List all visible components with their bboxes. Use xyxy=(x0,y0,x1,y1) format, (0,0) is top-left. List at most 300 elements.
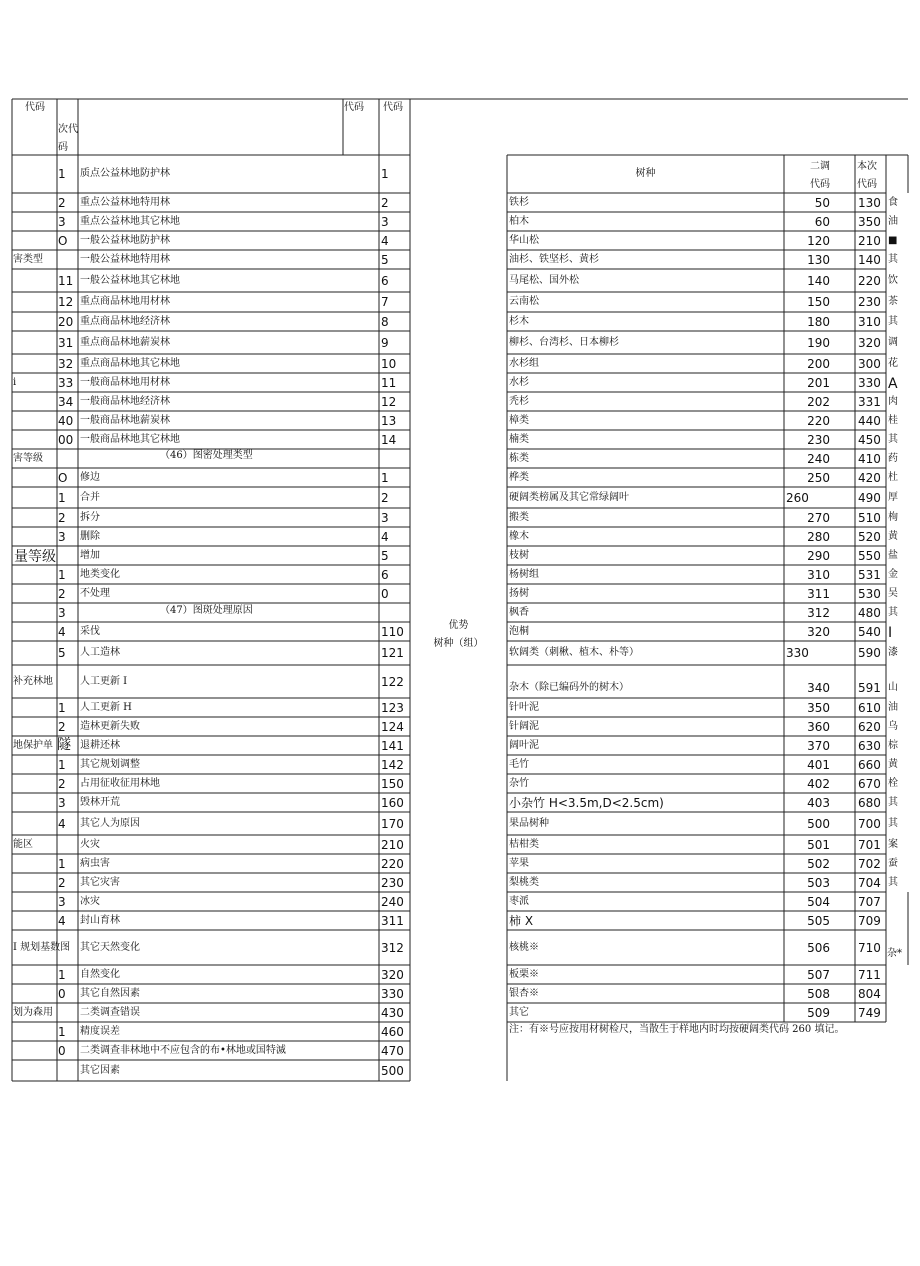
row-code: 3 xyxy=(381,511,389,525)
old-code: 402 xyxy=(807,777,830,791)
row-sub-code: 1 xyxy=(58,1025,66,1039)
edge-text: 其 xyxy=(888,434,898,445)
row-code: 160 xyxy=(381,796,404,810)
new-code: 540 xyxy=(858,625,881,639)
row-code: 6 xyxy=(381,274,389,288)
row-category: 能区 xyxy=(13,839,33,850)
row-name: 不处理 xyxy=(80,588,110,599)
row-code: 470 xyxy=(381,1044,404,1058)
row-sub-code: 33 xyxy=(58,376,74,390)
old-code: 50 xyxy=(814,196,830,210)
edge-text: 药 xyxy=(888,453,898,464)
row-name: 合并 xyxy=(80,492,100,503)
row-name: 毁林开荒 xyxy=(80,797,120,808)
row-name: 地类变化 xyxy=(80,569,120,580)
row-code: 13 xyxy=(381,414,397,428)
row-name: 重点商品林地薪炭林 xyxy=(80,337,170,348)
species-header: 树种 xyxy=(635,168,656,179)
old-code: 500 xyxy=(807,817,830,831)
species-name: 枫香 xyxy=(509,607,529,618)
row-name: 质点公益林地防护林 xyxy=(80,168,170,179)
row-code: 170 xyxy=(381,817,404,831)
row-sub-code: 40 xyxy=(58,414,74,428)
species-name: 油杉、铁坚杉、黄杉 xyxy=(509,254,599,265)
new-code: 300 xyxy=(858,357,881,371)
row-name: 一般公益林地特用林 xyxy=(80,254,170,265)
species-name: 搬类 xyxy=(509,512,529,523)
new-code: 310 xyxy=(858,315,881,329)
row-sub-code: 3 xyxy=(58,215,66,229)
row-code: 110 xyxy=(381,625,404,639)
species-name: 橡木 xyxy=(509,531,529,542)
old-code: 320 xyxy=(807,625,830,639)
row-name: 拆分 xyxy=(80,512,100,523)
old-code: 190 xyxy=(807,336,830,350)
species-name: 樟类 xyxy=(509,415,529,426)
edge-text: 案 xyxy=(888,839,898,850)
species-name: 栋类 xyxy=(509,453,529,464)
row-name: 一般商品林地其它林地 xyxy=(80,434,180,445)
edge-text: 乌 xyxy=(888,721,898,732)
row-sub-code: 1 xyxy=(58,491,66,505)
new-code: 710 xyxy=(858,941,881,955)
edge-text: 其 xyxy=(888,877,898,888)
row-name: 人工更新 H xyxy=(80,702,132,713)
row-sub-code: 00 xyxy=(58,433,74,447)
row-code: 0 xyxy=(381,587,389,601)
old-code: 120 xyxy=(807,234,830,248)
new-code-header: 本次 xyxy=(857,161,877,172)
row-name: 造林更新失败 xyxy=(80,721,140,732)
new-code: 702 xyxy=(858,857,881,871)
section-title-46: （46）图密处理类型 xyxy=(160,450,253,461)
new-code: 480 xyxy=(858,606,881,620)
edge-text: 蚕 xyxy=(888,858,898,869)
row-code: 240 xyxy=(381,895,404,909)
row-sub-code: 3 xyxy=(58,606,66,620)
row-name: 二类调查错误 xyxy=(80,1007,140,1018)
species-name: 针叶泥 xyxy=(509,702,539,713)
row-name: 一般公益林地其它林地 xyxy=(80,275,180,286)
row-code: 2 xyxy=(381,196,389,210)
row-code: 142 xyxy=(381,758,404,772)
species-name: 楠类 xyxy=(509,434,529,445)
row-sub-code: O xyxy=(58,471,68,485)
edge-text: 油 xyxy=(888,216,898,227)
row-code: 2 xyxy=(381,491,389,505)
row-name: 人工造林 xyxy=(80,647,120,658)
sub-code-header: 码 xyxy=(58,142,68,153)
old-code: 240 xyxy=(807,452,830,466)
edge-text: 其 xyxy=(888,818,898,829)
row-code: 150 xyxy=(381,777,404,791)
new-code: 530 xyxy=(858,587,881,601)
edge-text: 饮 xyxy=(888,275,898,286)
new-code: 510 xyxy=(858,511,881,525)
old-code: 200 xyxy=(807,357,830,371)
row-name: 占用征收征用林地 xyxy=(80,778,160,789)
old-code: 150 xyxy=(807,295,830,309)
new-code: 670 xyxy=(858,777,881,791)
new-code: 531 xyxy=(858,568,881,582)
row-sub-code: 2 xyxy=(58,720,66,734)
old-code: 270 xyxy=(807,511,830,525)
new-code: 440 xyxy=(858,414,881,428)
new-code: 704 xyxy=(858,876,881,890)
edge-text: 吴 xyxy=(888,588,898,599)
row-code: 210 xyxy=(381,838,404,852)
new-code: 701 xyxy=(858,838,881,852)
row-sub-code: 1 xyxy=(58,968,66,982)
old-code: 403 xyxy=(807,796,830,810)
old-code: 230 xyxy=(807,433,830,447)
species-name: 杉木 xyxy=(509,316,529,327)
row-category: 害类型 xyxy=(13,254,43,265)
row-code: 5 xyxy=(381,253,389,267)
new-code: 320 xyxy=(858,336,881,350)
species-name: 板栗※ xyxy=(509,969,539,980)
new-code-header: 代码 xyxy=(857,179,877,190)
new-code: 680 xyxy=(858,796,881,810)
row-name: 重点商品林地其它林地 xyxy=(80,358,180,369)
row-code: 124 xyxy=(381,720,404,734)
species-name: 硬阔类榜属及其它常绿阔叶 xyxy=(509,492,629,503)
row-sub-code: 3 xyxy=(58,796,66,810)
row-code: 121 xyxy=(381,646,404,660)
edge-text: A xyxy=(888,376,898,392)
species-name: 毛竹 xyxy=(509,759,529,770)
species-name: 针阔泥 xyxy=(509,721,539,732)
row-name: 修边 xyxy=(80,472,100,483)
row-category: 地保护单 xyxy=(13,740,53,751)
row-name: 火灾 xyxy=(80,839,100,850)
row-sub-code: O xyxy=(58,234,68,248)
row-name: 冰灾 xyxy=(80,896,100,907)
species-name: 阔叶泥 xyxy=(509,740,539,751)
new-code: 210 xyxy=(858,234,881,248)
row-name: 其它因素 xyxy=(80,1065,120,1076)
old-code: 60 xyxy=(814,215,830,229)
edge-text: 栒 xyxy=(888,512,898,523)
species-name: 马尾松、国外松 xyxy=(509,275,579,286)
row-sub-code: 3 xyxy=(58,530,66,544)
row-sub-code: 2 xyxy=(58,587,66,601)
old-code: 290 xyxy=(807,549,830,563)
species-name: 小杂竹 H<3.5m,D<2.5cm) xyxy=(509,796,664,810)
row-code: 4 xyxy=(381,530,389,544)
row-code: 9 xyxy=(381,336,389,350)
row-sub-code: 4 xyxy=(58,625,66,639)
edge-text: 栓 xyxy=(888,778,898,789)
row-name: 一般商品林地薪炭林 xyxy=(80,415,170,426)
dominant-species-label: 优势 xyxy=(448,620,469,631)
species-name: 银杏※ xyxy=(509,988,539,999)
new-code: 590 xyxy=(858,646,881,660)
row-sub-code: 5 xyxy=(58,646,66,660)
row-category: 划为森用 xyxy=(13,1007,53,1018)
row-sub-code: 0 xyxy=(58,987,66,1001)
edge-text: 黄 xyxy=(888,759,898,770)
species-name: 杂木（除已编码外的树木） xyxy=(509,682,629,693)
old-code: 504 xyxy=(807,895,830,909)
species-name: 果品树种 xyxy=(509,818,549,829)
new-code: 804 xyxy=(858,987,881,1001)
new-code: 591 xyxy=(858,681,881,695)
edge-text: I xyxy=(888,625,893,641)
row-name: 其它人为原因 xyxy=(80,818,140,829)
row-sub-code: 1 xyxy=(58,758,66,772)
row-code: 8 xyxy=(381,315,389,329)
row-name: 一般商品林地经济林 xyxy=(80,396,170,407)
code-header: 代码 xyxy=(344,102,364,113)
row-code: 320 xyxy=(381,968,404,982)
dominant-species-label: 树种（组） xyxy=(433,638,484,649)
old-code: 507 xyxy=(807,968,830,982)
edge-text: 盐 xyxy=(888,550,898,561)
species-name: 苹果 xyxy=(509,858,529,869)
row-code: 230 xyxy=(381,876,404,890)
old-code: 202 xyxy=(807,395,830,409)
edge-text: 棕 xyxy=(888,740,898,751)
new-code: 350 xyxy=(858,215,881,229)
old-code: 140 xyxy=(807,274,830,288)
species-name: 枝树 xyxy=(509,550,529,561)
row-name: 一般公益林地防护林 xyxy=(80,235,170,246)
row-sub-code: 2 xyxy=(58,196,66,210)
edge-text: 调 xyxy=(888,337,898,348)
old-code-header: 二调 xyxy=(810,161,830,172)
row-code: 10 xyxy=(381,357,397,371)
row-code: 12 xyxy=(381,395,397,409)
species-name: 柳杉、台湾杉、日本柳杉 xyxy=(509,337,619,348)
edge-text: 其 xyxy=(888,797,898,808)
old-code: 360 xyxy=(807,720,830,734)
species-name: 水杉 xyxy=(509,377,529,388)
row-name: 二类调查非林地中不应包含的布•林地或国特滅 xyxy=(80,1045,286,1056)
row-name: 增加 xyxy=(80,550,100,561)
new-code: 707 xyxy=(858,895,881,909)
row-name: 人工更新 I xyxy=(80,676,128,687)
row-code: 1 xyxy=(381,471,389,485)
row-category: i xyxy=(13,377,17,388)
edge-text: 桂 xyxy=(888,415,898,426)
species-name: 其它 xyxy=(509,1007,529,1018)
row-sub-code: 34 xyxy=(58,395,74,409)
row-code: 11 xyxy=(381,376,397,390)
row-code: 460 xyxy=(381,1025,404,1039)
new-code: 520 xyxy=(858,530,881,544)
row-code: 3 xyxy=(381,215,389,229)
new-code: 610 xyxy=(858,701,881,715)
new-code: 550 xyxy=(858,549,881,563)
edge-text: 山 xyxy=(888,682,898,693)
row-sub-code: 1 xyxy=(58,167,66,181)
row-code: 123 xyxy=(381,701,404,715)
row-sub-code: 31 xyxy=(58,336,74,350)
old-code: 250 xyxy=(807,471,830,485)
species-name: 柿 X xyxy=(509,914,534,928)
row-code: 311 xyxy=(381,914,404,928)
species-name: 泡桐 xyxy=(509,626,529,637)
species-name: 桔柑类 xyxy=(509,839,539,850)
species-name: 软阔类（刺楸、植木、朴等） xyxy=(509,647,639,658)
species-name: 梨桃类 xyxy=(509,877,539,888)
row-category: 补充林地 xyxy=(13,676,53,687)
old-code: 311 xyxy=(807,587,830,601)
row-name: 退耕还林 xyxy=(80,740,120,751)
row-name: 自然变化 xyxy=(80,969,120,980)
new-code: 410 xyxy=(858,452,881,466)
row-category: 害等级 xyxy=(13,453,43,464)
row-code: 430 xyxy=(381,1006,404,1020)
row-sub-code: 4 xyxy=(58,817,66,831)
new-code: 420 xyxy=(858,471,881,485)
new-code: 630 xyxy=(858,739,881,753)
row-code: 122 xyxy=(381,675,404,689)
row-code: 4 xyxy=(381,234,389,248)
row-name: 病虫害 xyxy=(80,858,110,869)
edge-text: 金 xyxy=(888,569,898,580)
row-name: 采伐 xyxy=(80,626,100,637)
edge-text: 漆 xyxy=(888,647,898,658)
row-code: 312 xyxy=(381,941,404,955)
species-name: 华山松 xyxy=(509,235,539,246)
species-name: 柏木 xyxy=(509,216,529,227)
row-sub-code: 3 xyxy=(58,895,66,909)
row-sub-code: 2 xyxy=(58,876,66,890)
edge-text: 其 xyxy=(888,254,898,265)
new-code: 620 xyxy=(858,720,881,734)
new-code: 711 xyxy=(858,968,881,982)
row-sub-code: 20 xyxy=(58,315,74,329)
edge-text: ■ xyxy=(888,235,898,246)
species-name: 秃杉 xyxy=(509,396,529,407)
edge-text: 其 xyxy=(888,316,898,327)
row-code: 14 xyxy=(381,433,397,447)
row-name: 重点商品林地用材林 xyxy=(80,296,170,307)
row-code: 6 xyxy=(381,568,389,582)
row-category: I 规划基数图 xyxy=(13,942,71,953)
left-fragment: 隧 xyxy=(57,737,71,753)
edge-text: 油 xyxy=(888,702,898,713)
old-code: 310 xyxy=(807,568,830,582)
old-code: 180 xyxy=(807,315,830,329)
sub-code-header: 次代 xyxy=(58,124,78,135)
old-code: 340 xyxy=(807,681,830,695)
row-sub-code: 1 xyxy=(58,701,66,715)
row-code: 5 xyxy=(381,549,389,563)
section-title-47: （47）图斑处理原因 xyxy=(160,605,253,616)
old-code: 502 xyxy=(807,857,830,871)
species-name: 杂竹 xyxy=(509,778,529,789)
row-sub-code: 2 xyxy=(58,777,66,791)
old-code: 505 xyxy=(807,914,830,928)
row-name: 删除 xyxy=(80,531,100,542)
row-name: 精度误差 xyxy=(80,1026,120,1037)
old-code: 508 xyxy=(807,987,830,1001)
row-code: 7 xyxy=(381,295,389,309)
edge-text: 厚 xyxy=(888,492,898,503)
edge-text: 茶 xyxy=(888,296,898,307)
edge-text: 其 xyxy=(888,607,898,618)
species-name: 铁杉 xyxy=(509,197,529,208)
species-name: 核桃※ xyxy=(509,942,539,953)
species-name: 扬树 xyxy=(509,588,529,599)
edge-text: 黄 xyxy=(888,531,898,542)
row-name: 重点公益林地特用林 xyxy=(80,197,170,208)
new-code: 140 xyxy=(858,253,881,267)
new-code: 700 xyxy=(858,817,881,831)
old-code: 370 xyxy=(807,739,830,753)
species-name: 枣派 xyxy=(509,896,529,907)
new-code: 330 xyxy=(858,376,881,390)
species-name: 桦类 xyxy=(509,472,529,483)
old-code: 260 xyxy=(786,491,809,505)
old-code: 201 xyxy=(807,376,830,390)
row-sub-code: 4 xyxy=(58,914,66,928)
edge-text: 杜 xyxy=(888,472,898,483)
old-code: 330 xyxy=(786,646,809,660)
species-name: 水杉组 xyxy=(509,358,539,369)
old-code: 401 xyxy=(807,758,830,772)
new-code: 490 xyxy=(858,491,881,505)
old-code: 312 xyxy=(807,606,830,620)
row-name: 其它灾害 xyxy=(80,877,120,888)
old-code: 280 xyxy=(807,530,830,544)
new-code: 660 xyxy=(858,758,881,772)
new-code: 230 xyxy=(858,295,881,309)
row-name: 其它规划调整 xyxy=(80,759,140,770)
new-code: 450 xyxy=(858,433,881,447)
row-code: 330 xyxy=(381,987,404,1001)
new-code: 709 xyxy=(858,914,881,928)
row-sub-code: 1 xyxy=(58,857,66,871)
edge-text: 杂* xyxy=(887,948,902,959)
row-sub-code: 0 xyxy=(58,1044,66,1058)
row-name: 一般商品林地用材林 xyxy=(80,377,170,388)
edge-text: 花 xyxy=(888,358,898,369)
footnote: 注：有※号应按用材树检尺，当散生于样地内时均按硬阔类代码 260 填记。 xyxy=(509,1024,845,1035)
row-category: 量等级 xyxy=(14,549,56,565)
old-code: 501 xyxy=(807,838,830,852)
row-sub-code: 32 xyxy=(58,357,74,371)
old-code: 509 xyxy=(807,1006,830,1020)
row-name: 封山育林 xyxy=(80,915,120,926)
edge-text: 食 xyxy=(888,197,898,208)
row-sub-code: 1 xyxy=(58,568,66,582)
old-code-header: 代码 xyxy=(810,179,830,190)
code-header: 代码 xyxy=(383,102,403,113)
species-name: 云南松 xyxy=(509,296,539,307)
old-code: 220 xyxy=(807,414,830,428)
row-code: 1 xyxy=(381,167,389,181)
old-code: 503 xyxy=(807,876,830,890)
row-code: 500 xyxy=(381,1064,404,1078)
code-header: 代码 xyxy=(25,102,45,113)
old-code: 506 xyxy=(807,941,830,955)
new-code: 130 xyxy=(858,196,881,210)
new-code: 331 xyxy=(858,395,881,409)
new-code: 749 xyxy=(858,1006,881,1020)
row-sub-code: 12 xyxy=(58,295,74,309)
row-code: 220 xyxy=(381,857,404,871)
row-sub-code: 2 xyxy=(58,511,66,525)
row-code: 141 xyxy=(381,739,404,753)
row-name: 重点商品林地经济林 xyxy=(80,316,170,327)
old-code: 130 xyxy=(807,253,830,267)
species-name: 杨树组 xyxy=(509,569,539,580)
row-sub-code: 11 xyxy=(58,274,74,288)
